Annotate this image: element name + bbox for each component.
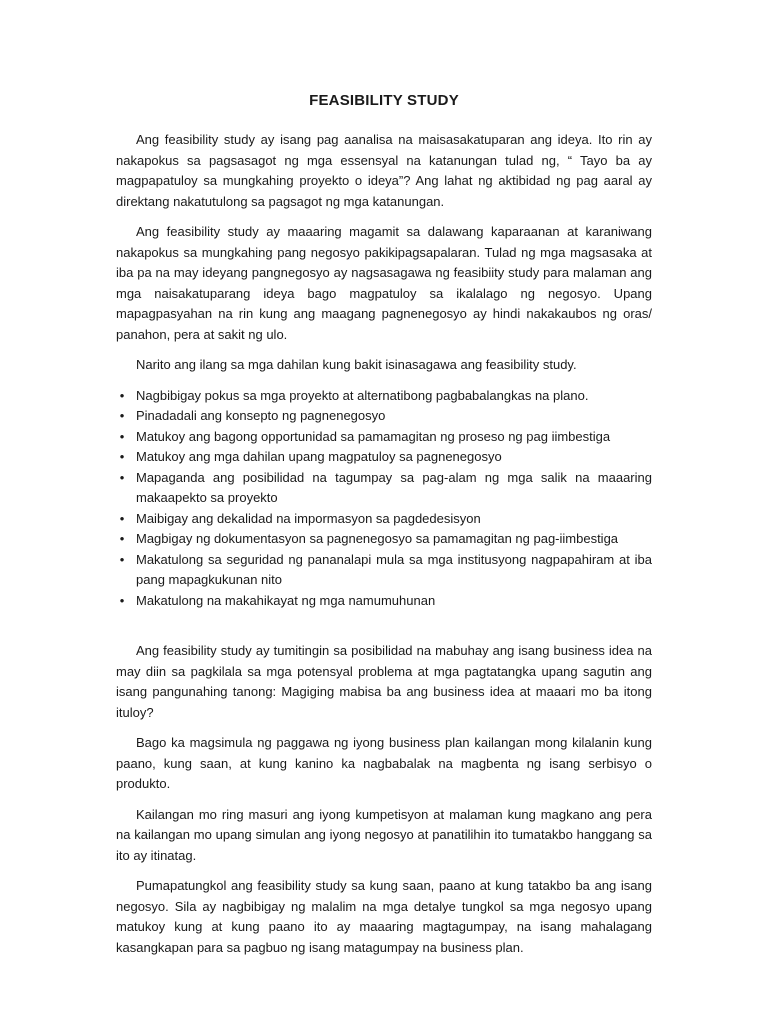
list-item: [116, 447, 652, 468]
list-item-text: Magbigay ng dokumentasyon sa pagnenegosyo sa pamamagitan ng pag-iimbestiga: [136, 531, 619, 546]
list-item-text: Mapaganda ang posibilidad na tagumpay sa pag-alam ng mga salik na maaaring makaapekto sa proyekto: [136, 469, 652, 505]
document-title: FEASIBILITY STUDY: [309, 92, 459, 109]
paragraph-intro: Ang feasibility study ay isang pag aanalisa na maisasakatuparan ang ideya. Ito rin ay nakapokus sa pagsasagot ng mga essensyal na katanungan tulad ng, “ Tayo ba ay magpapatuloy sa mungkahing proyekto o ideya”? Ang lahat ng aktibidad ng pag aaral ay direktang nakatutulong sa pagsagot ng mga katanungan.: [116, 132, 652, 209]
list-item: [116, 427, 652, 448]
bullet-icon: •: [119, 387, 125, 403]
bullet-icon: •: [119, 531, 125, 546]
list-item: [116, 509, 652, 530]
section-spacer: [116, 611, 652, 641]
bullet-icon: •: [119, 449, 125, 464]
bullet-icon: •: [119, 408, 125, 423]
list-item: [116, 550, 652, 591]
list-item-text: Nagbibigay pokus sa mga proyekto at alternatibong pagbabalangkas na plano.: [136, 387, 589, 403]
list-item: [116, 591, 652, 612]
paragraph-competition: Kailangan mo ring masuri ang iyong kumpetisyon at malaman kung magkano ang pera na kailangan mo upang simulan ang iyong negosyo at panatilihin ito tumatakbo hanggang sa ito ay itinatag.: [116, 806, 652, 863]
list-item: [116, 529, 652, 550]
list-item-text: Maibigay ang dekalidad na impormasyon sa pagdedesisyon: [136, 510, 481, 526]
bullet-icon: •: [119, 469, 125, 485]
paragraph-viability: Ang feasibility study ay tumitingin sa posibilidad na mabuhay ang isang business idea na may diin sa pagkilala sa mga potensyal problema at mga pagtatangka upang sagutin ang isang pangunahing tanong: Magiging mabisa ba ang business idea at maaari mo ba itong ituloy?: [116, 643, 652, 720]
bullet-icon: •: [119, 592, 125, 608]
list-item: [116, 468, 652, 509]
list-item: [116, 406, 652, 427]
list-item-text: Matukoy ang mga dahilan upang magpatuloy sa pagnenegosyo: [136, 449, 502, 464]
bullet-icon: •: [119, 551, 125, 567]
paragraph-usage: Ang feasibility study ay maaaring magamit sa dalawang kaparaanan at karaniwang nakapokus sa mungkahing pang negosyo pakikipagsapalaran. Tulad ng mga magsasaka at iba pa na may ideyang pangnegosyo ay nagsasagawa ng feasibiity study para malaman ang mga naisakatuparang ideya bago magpatuloy sa ikalalago ng negosyo. Upang mapagpasyahan na rin kung ang maagang pagnenegosyo ay hindi nakakaubos ng oras/ panahon, pera at sakit ng ulo.: [116, 224, 652, 342]
paragraph-summary: Pumapatungkol ang feasibility study sa kung saan, paano at kung tatakbo ba ang isang negosyo. Sila ay nagbibigay ng malalim na mga detalye tungkol sa mga negosyo upang matukoy kung at kung paano ito ay maaaring magtagumpay, na isang mahalagang kasangkapan para sa pagbuo ng isang matagumpay na business plan.: [116, 878, 652, 955]
paragraph-reasons-lead: Narito ang ilang sa mga dahilan kung bakit isinasagawa ang feasibility study.: [136, 357, 577, 372]
list-item-text: Makatulong na makahikayat ng mga namumuhunan: [136, 592, 436, 608]
list-item-text: Makatulong sa seguridad ng pananalapi mula sa mga institusyong nagpapahiram at iba pang mapagkukunan nito: [136, 551, 652, 587]
bullet-icon: •: [119, 510, 125, 526]
reasons-list: [116, 386, 652, 612]
list-item-text: Pinadadali ang konsepto ng pagnenegosyo: [136, 408, 386, 423]
list-item: [116, 386, 652, 407]
paragraph-business-plan: Bago ka magsimula ng paggawa ng iyong business plan kailangan mong kilalanin kung paano, kung saan, at kung kanino ka nagbabalak na magbenta ng isang serbisyo o produkto.: [116, 735, 652, 791]
list-item-text: Matukoy ang bagong opportunidad sa pamamagitan ng proseso ng pag iimbestiga: [136, 428, 611, 444]
bullet-icon: •: [119, 428, 125, 444]
